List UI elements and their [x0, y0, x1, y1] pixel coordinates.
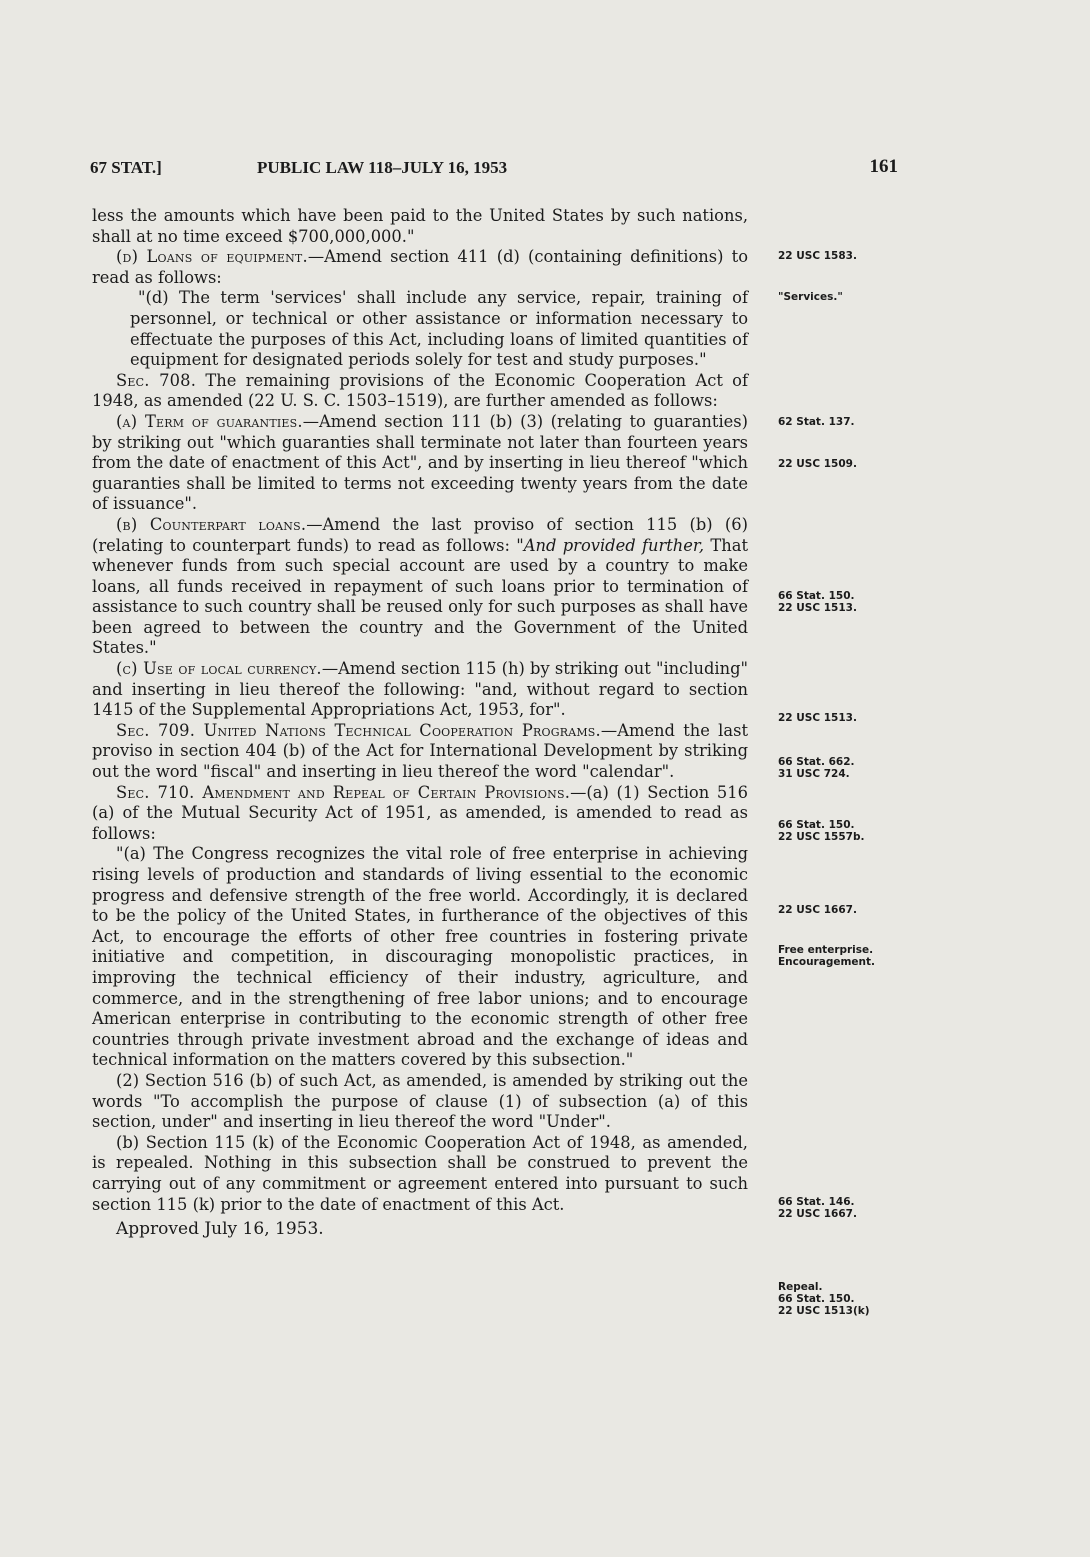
subsection-heading: (d) Loans of equipment. [116, 247, 308, 267]
subsection-heading: (b) Counterpart loans. [116, 514, 307, 534]
margin-note: 66 Stat. 662. 31 USC 724. [778, 756, 855, 780]
section-heading: Sec. 709. United Nations Technical Cooperation Programs. [116, 720, 601, 740]
paragraph: (a) Term of guaranties.—Amend section 111 (b) (3) (relating to guaranties) by striking out "which guaranties shall terminate not later than fourteen years from the date of enactment of this Act", and by inserting in lieu thereof "which guaranties shall be limited to terms not exceeding twenty years from the date of issuance". [92, 411, 748, 514]
body-text [92, 206, 748, 1240]
margin-note: 66 Stat. 146. 22 USC 1667. [778, 1196, 857, 1220]
page-number: 161 [869, 156, 898, 177]
approval-date: Approved July 16, 1953. [116, 1219, 324, 1240]
paragraph: Sec. 710. Amendment and Repeal of Certain Provisions.—(a) (1) Section 516 (a) of the Mutual Security Act of 1951, as amended, is amended to read as follows: [92, 782, 748, 843]
margin-note: Free enterprise. Encouragement. [778, 944, 876, 968]
paragraph: less the amounts which have been paid to the United States by such nations, shall at no time exceed $700,000,000." [92, 206, 748, 246]
paragraph: (b) Section 115 (k) of the Economic Cooperation Act of 1948, as amended, is repealed. Nothing in this subsection shall be construed to prevent the carrying out of any commitment or agreement entered into pursuant to such section 115 (k) prior to the date of enactment of this Act. [92, 1132, 748, 1214]
paragraph: Sec. 709. United Nations Technical Cooperation Programs.—Amend the last proviso in section 404 (b) of the Act for International Development by striking out the word "fiscal" and inserting in lieu thereof the word "calendar". [92, 720, 748, 782]
italic-phrase: And provided further, [523, 535, 705, 555]
subsection-heading: (a) Term of guaranties. [116, 411, 303, 431]
margin-note: 22 USC 1513. [778, 712, 857, 724]
margin-note: 22 USC 1509. [778, 458, 857, 470]
paragraph: (c) Use of local currency.—Amend section 115 (h) by striking out "including" and inserting in lieu thereof the following: "and, without regard to section 1415 of the Supplemental Appropriations Act, 1953, for". [92, 659, 748, 720]
quoted-paragraph: "(d) The term 'services' shall include any service, repair, training of personnel, or technical or other assistance or information necessary to effectuate the purposes of this Act, including loans of limited quantities of equipment for designated periods solely for test and study purposes." [130, 288, 748, 370]
running-title: PUBLIC LAW 118–JULY 16, 1953 [257, 158, 508, 177]
margin-note: 22 USC 1667. [778, 904, 857, 916]
margin-note: 62 Stat. 137. [778, 416, 855, 428]
margin-note: Repeal. 66 Stat. 150. 22 USC 1513(k) [778, 1281, 870, 1317]
volume-citation: 67 STAT.] [90, 158, 162, 177]
margin-note: "Services." [778, 291, 843, 303]
paragraph: (b) Counterpart loans.—Amend the last proviso of section 115 (b) (6) (relating to counterpart funds) to read as follows: "And provided further, That whenever funds from such special account are used by a country to make loans, all funds received in repayment of such loans prior to termination of assistance to such country shall be reused only for such purposes as shall have been agreed to between the country and the Government of the United States." [92, 514, 748, 658]
paragraph: Sec. 708. The remaining provisions of the Economic Cooperation Act of 1948, as amended (22 U. S. C. 1503–1519), are further amended as follows: [92, 370, 748, 411]
quoted-paragraph: "(a) The Congress recognizes the vital role of free enterprise in achieving rising levels of production and standards of living essential to the economic progress and defensive strength of the free world. Accordingly, it is declared to be the policy of the United States, in furtherance of the objectives of this Act, to encourage the efforts of other free countries in fostering private initiative and competition, in discouraging monopolistic practices, in improving the technical efficiency of their industry, agriculture, and commerce, and in the strengthening of free labor unions; and to encourage American enterprise in contributing to the economic strength of other free countries through private investment abroad and the exchange of ideas and technical information on the matters covered by this subsection." [92, 844, 748, 1070]
paragraph: (d) Loans of equipment.—Amend section 411 (d) (containing definitions) to read as follows: [92, 247, 748, 287]
paragraph: (2) Section 516 (b) of such Act, as amended, is amended by striking out the words "To accomplish the purpose of clause (1) of subsection (a) of this section, under" and inserting in lieu thereof the word "Under". [92, 1070, 748, 1132]
margin-note: 66 Stat. 150. 22 USC 1513. [778, 590, 857, 614]
subsection-heading: (c) Use of local currency. [116, 659, 322, 679]
section-heading: Sec. 710. Amendment and Repeal of Certain Provisions. [116, 782, 571, 802]
section-heading: Sec. 708. [116, 370, 197, 390]
margin-note: 66 Stat. 150. 22 USC 1557b. [778, 819, 865, 843]
margin-note: 22 USC 1583. [778, 250, 857, 262]
